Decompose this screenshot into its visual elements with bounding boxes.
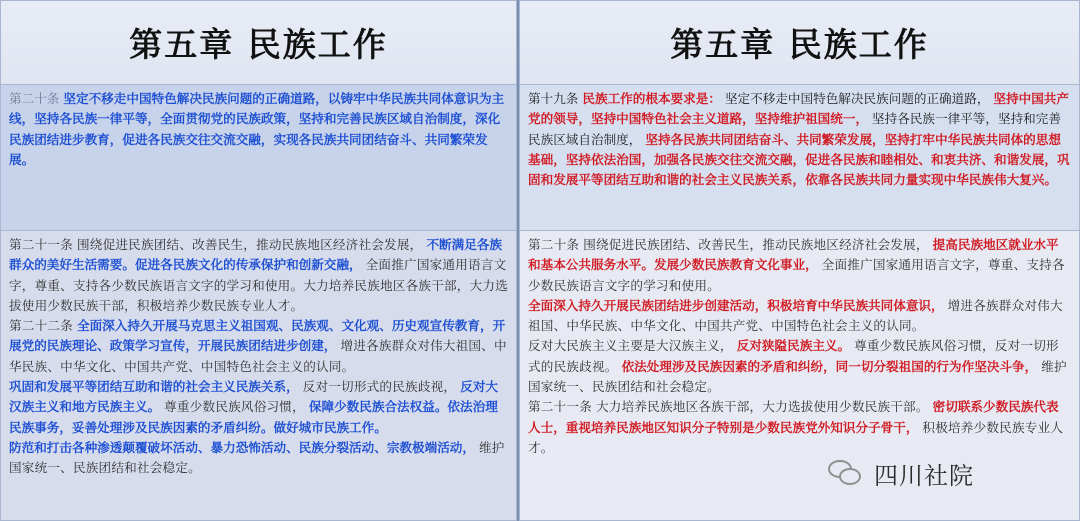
left-paragraph-relations: 巩固和发展平等团结互助和谐的社会主义民族关系， 反对一切形式的民族歧视， 反对大汉族主义和地方民族主义。 尊重少数民族风俗习惯， 保障少数民族合法权益。依法治理民族事务，妥善处理涉及民族因素的矛盾纠纷。做好城市民族工作。	[9, 379, 498, 435]
right-top-cell	[519, 85, 1080, 231]
left-title: 第五章 民族工作	[129, 25, 388, 64]
left-paragraph-security: 防范和打击各种渗透颠覆破坏活动、暴力恐怖活动、民族分裂活动、宗教极端活动， 维护国家统一、民族团结和社会稳定。	[9, 439, 505, 476]
article-text: 坚定不移走中国特色解决民族问题的正确道路，以铸牢中华民族共同体意识为主线，坚持各民族一律平等，全面贯彻党的民族政策，坚持和完善民族区域自治制度，深化民族团结进步教育，促进各民族交往交流交融，实现各民族共同团结奋斗、共同繁荣发展。	[9, 91, 505, 167]
article-number: 第二十条	[9, 91, 60, 106]
brand-watermark	[828, 453, 1018, 493]
right-paragraph-unity: 全面深入持久开展民族团结进步创建活动，积极培育中华民族共同体意识， 增进各族群众对伟大祖国、中华民族、中华文化、中国共产党、中国特色社会主义的认同。	[528, 297, 1063, 334]
left-bottom-cell	[0, 231, 517, 521]
brand-name: 四川社院	[874, 461, 974, 490]
left-column	[0, 0, 519, 521]
right-article-20: 第二十条 围绕促进民族团结、改善民生，推动民族地区经济社会发展， 提高民族地区就业水平和基本公共服务水平。发展少数民族教育文化事业， 全面推广国家通用语言文字，尊重、支持各少数民族语言文字的学习和使用。	[528, 237, 1065, 293]
article-number: 第二十一条	[528, 399, 592, 415]
left-article-21: 第二十一条 围绕促进民族团结、改善民生，推动民族地区经济社会发展， 不断满足各族群众的美好生活需要。促进各民族文化的传承保护和创新交融， 全面推广国家通用语言文字，尊重、支持各少数民族语言文字的学习和使用。大力培养民族地区各族干部，大力选拔使用少数民族干部，积极培养少数民族专业人才。	[9, 237, 508, 313]
wechat-icon	[828, 458, 864, 488]
article-number: 第二十条	[528, 237, 580, 252]
right-title: 第五章 民族工作	[670, 25, 929, 64]
left-article-22: 第二十二条 全面深入持久开展马克思主义祖国观、民族观、文化观、历史观宣传教育，开展党的民族理论、政策学习宣传，开展民族团结进步创建， 增进各族群众对伟大祖国、中华民族、中华文化、中国共产党、中国特色社会主义的认同。	[9, 318, 507, 374]
left-top-cell	[0, 85, 517, 231]
right-paragraph-nationalism: 反对大民族主义主要是大汉族主义， 反对狭隘民族主义。 尊重少数民族风俗习惯，反对一切形式的民族歧视。 依法处理涉及民族因素的矛盾和纠纷，同一切分裂祖国的行为作坚决斗争， 维护国家统一、民族团结和社会稳定。	[528, 338, 1067, 395]
right-header	[519, 0, 1080, 85]
right-column	[519, 0, 1080, 521]
article-number: 第二十二条	[9, 318, 73, 334]
article-number: 第二十一条	[9, 237, 73, 252]
right-article-19: 第十九条 民族工作的根本要求是： 坚定不移走中国特色解决民族问题的正确道路， 坚持中国共产党的领导，坚持中国特色社会主义道路，坚持维护祖国统一， 坚持各民族一律平等，坚持和完善民族区域自治制度， 坚持各民族共同团结奋斗、共同繁荣发展，坚持打牢中华民族共同体的思想基础，坚持依法治国，加强各民族交往交流交融，促进各民族和睦相处、和衷共济、和谐发展，巩固和发展平等团结互助和谐的社会主义民族关系，依靠各民族共同力量实现中华民族伟大复兴。	[528, 91, 1070, 188]
left-article-20	[9, 89, 508, 170]
article-number: 第十九条	[528, 91, 579, 106]
right-article-21: 第二十一条 大力培养民族地区各族干部，大力选拔使用少数民族干部。 密切联系少数民族代表人士，重视培养民族地区知识分子特别是少数民族党外知识分子骨干， 积极培养少数民族专业人才。	[528, 399, 1064, 455]
left-header	[0, 0, 517, 85]
